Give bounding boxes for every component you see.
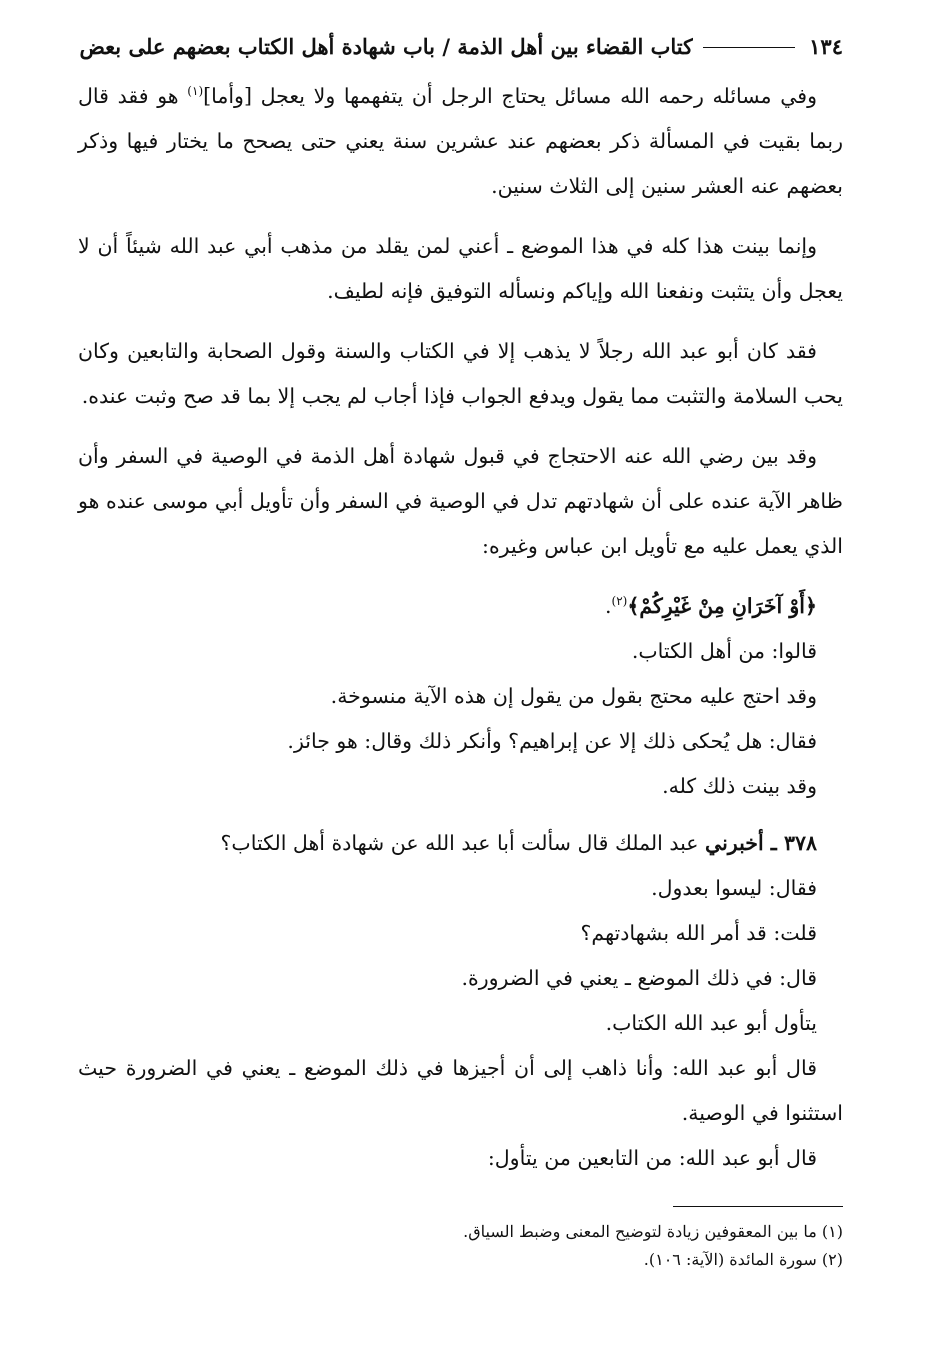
text-line: يتأول أبو عبد الله الكتاب. — [605, 1011, 817, 1035]
narration-line — [78, 821, 843, 866]
narration-number: ٣٧٨ ـ أخبرني — [705, 831, 817, 855]
footnote-2: (٢) سورة المائدة (الآية: ١٠٦). — [643, 1250, 843, 1269]
text-line-last: قال أبو عبد الله: من التابعين من يتأول: — [487, 1146, 817, 1170]
text-line: فقال: ليسوا بعدول. — [651, 876, 817, 900]
text-line: قال: في ذلك الموضع ـ يعني في الضرورة. — [461, 966, 817, 990]
footnote-ref-1: (١) — [187, 84, 204, 99]
paragraph-1-text: وفي مسائله رحمه الله مسائل يحتاج الرجل أن يتفهمها ولا يعجل [وأما] — [203, 84, 817, 108]
footnote-1: (١) ما بين المعقوفين زيادة لتوضيح المعنى وضبط السياق. — [463, 1222, 843, 1241]
text-line: فقال: هل يُحكى ذلك إلا عن إبراهيم؟ وأنكر ذلك وقال: هو جائز. — [287, 729, 817, 753]
page-body — [78, 74, 843, 1181]
verse-terminator: . — [604, 594, 612, 618]
page-number: ١٣٤ — [809, 34, 843, 59]
paragraph-5: قال أبو عبد الله: وأنا ذاهب إلى أن أجيزها في ذلك الموضع ـ يعني في الضرورة حيث استثنوا في الوصية. — [78, 1056, 843, 1125]
text-line: وقد احتج عليه محتج بقول من يقول إن هذه الآية منسوخة. — [330, 684, 817, 708]
paragraph-1-text-after: هو فقد قال ربما بقيت في المسألة ذكر بعضهم عند عشرين سنة يعني حتى يصحح ما يختار فيها وذكر بعضهم عنه العشر سنين إلى الثلاث سنين. — [78, 84, 843, 198]
paragraph-4: وقد بين رضي الله عنه الاحتجاج في قبول شهادة أهل الذمة في الوصية في السفر وأن ظاهر الآية عنده على أن شهادتهم تدل في الوصية في السفر وأن تأويل أبي موسى عنده هو الذي يعمل عليه مع تأويل ابن عباس وغيره: — [78, 444, 843, 558]
running-title: كتاب القضاء بين أهل الذمة / باب شهادة أهل الكتاب بعضهم على بعض — [79, 34, 694, 59]
text-line: قالوا: من أهل الكتاب. — [631, 639, 817, 663]
text-line: وقد بينت ذلك كله. — [662, 774, 817, 798]
text-line: قلت: قد أمر الله بشهادتهم؟ — [580, 921, 817, 945]
paragraph-3: فقد كان أبو عبد الله رجلاً لا يذهب إلا في الكتاب والسنة وقول الصحابة والتابعين وكان يحب السلامة والتثبت مما يقول ويدفع الجواب فإذا أجاب لم يجب إلا بما قد صح وثبت عنده. — [78, 339, 843, 408]
quran-verse: ﴿أَوْ آخَرَانِ مِنْ غَيْرِكُمْ﴾ — [627, 594, 817, 618]
paragraph-2: وإنما بينت هذا كله في هذا الموضع ـ أعني لمن يقلد من مذهب أبي عبد الله شيئاً أن لا يعجل وأن يتثبت ونفعنا الله وإياكم ونسأله التوفيق فإنه لطيف. — [78, 234, 843, 303]
footnote-separator — [673, 1206, 843, 1207]
paragraph-1 — [78, 74, 843, 209]
narration-text: عبد الملك قال سألت أبا عبد الله عن شهادة أهل الكتاب؟ — [220, 831, 706, 855]
quran-verse-line — [78, 584, 843, 629]
footnote-ref-2: (٢) — [611, 594, 628, 609]
running-header — [78, 30, 843, 64]
header-rule — [703, 47, 795, 48]
footnotes — [78, 1218, 843, 1274]
